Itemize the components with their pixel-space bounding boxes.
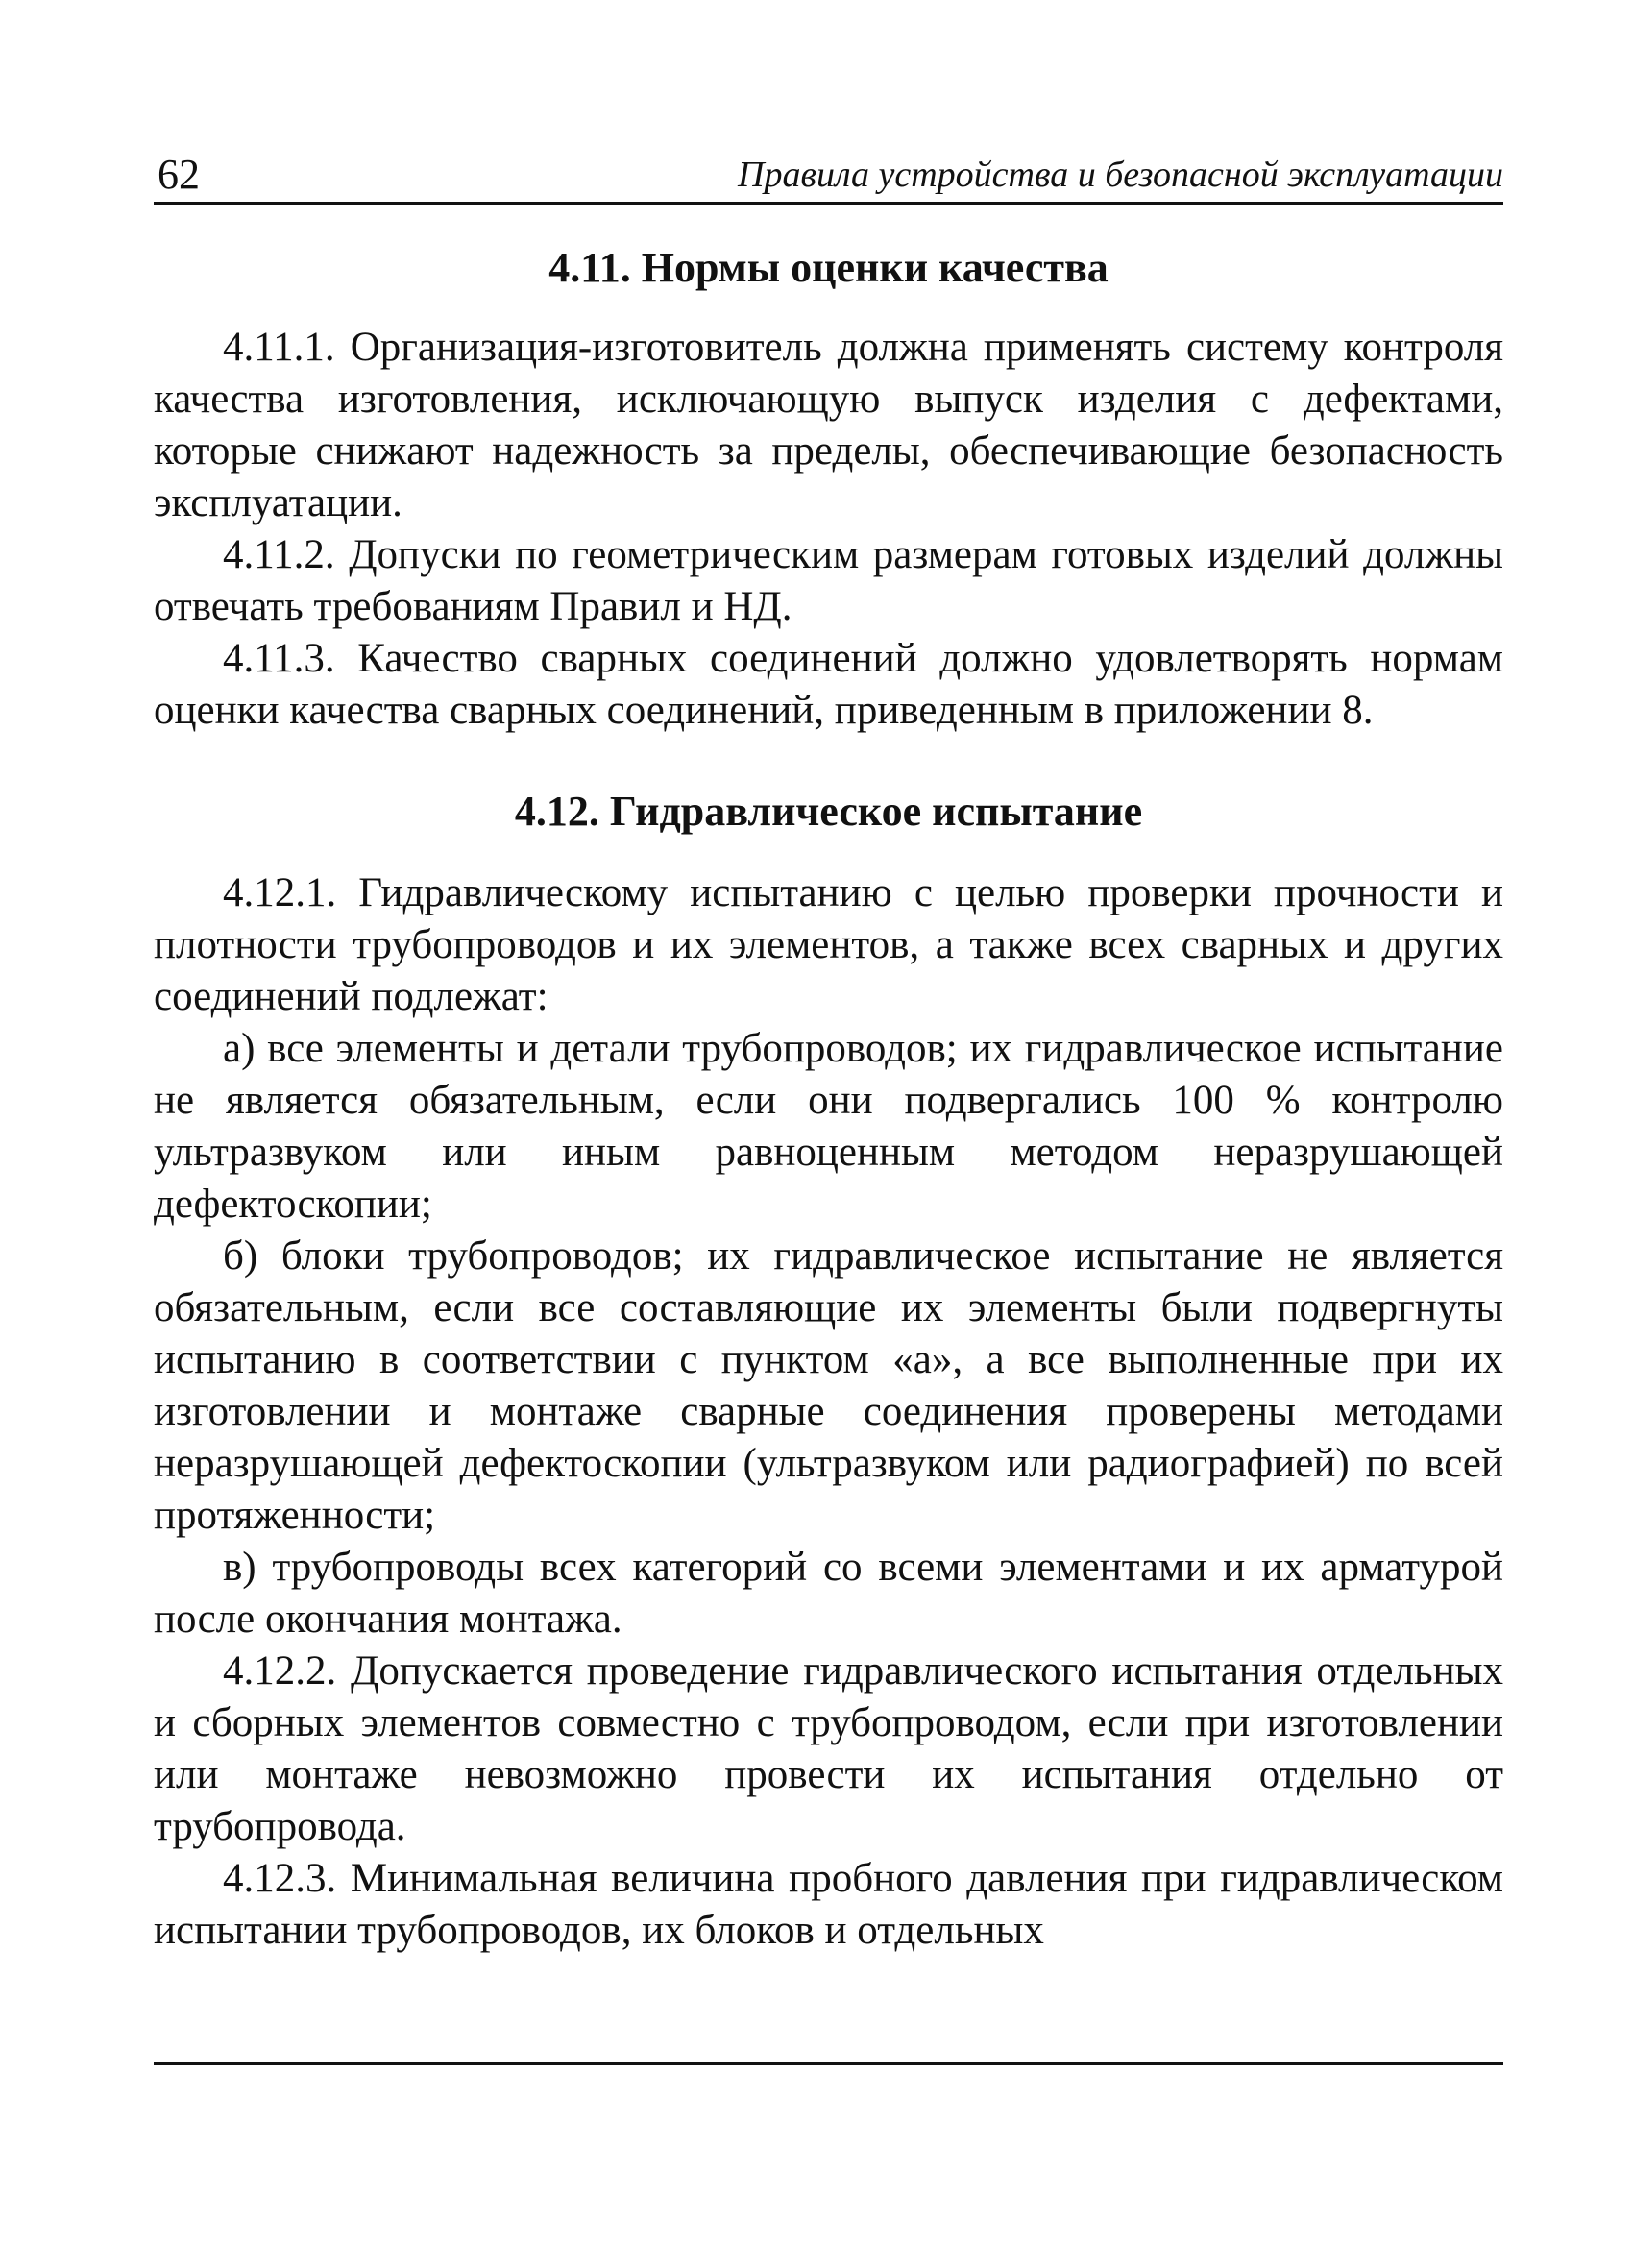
paragraph-4-12-1: 4.12.1. Гидравлическому испытанию с целью проверки прочности и плотности трубопроводов и их элементов, а также всех сварных и других соединений подлежат: — [154, 870, 1503, 1019]
paragraph-4-11-1: 4.11.1. Организация-изготовитель должна применять систему контроля качества изготовления, исключающую выпуск изделия с дефектами, которые снижают надежность за пределы, обеспечивающие безопасность эксплуатации. — [154, 325, 1503, 525]
running-title: Правила устройства и безопасной эксплуатации — [738, 155, 1503, 195]
section-heading-4-12: 4.12. Гидравлическое испытание — [514, 788, 1143, 835]
paragraph-4-11-2: 4.11.2. Допуски по геометрическим размерам готовых изделий должны отвечать требованиям Правил и НД. — [154, 532, 1503, 629]
page-number: 62 — [158, 151, 200, 198]
bottom-rule — [154, 2062, 1503, 2065]
paragraph-4-12-3: 4.12.3. Минимальная величина пробного давления при гидравлическом испытании трубопроводов, их блоков и отдельных — [154, 1856, 1503, 1953]
document-page — [154, 144, 1503, 1957]
list-item-a: а) все элементы и детали трубопроводов; их гидравлическое испытание не является обязательным, если они подвергались 100 % контролю ультразвуком или иным равноценным методом неразрушающей дефектоскопии; — [154, 1026, 1503, 1227]
paragraph-4-11-3: 4.11.3. Качество сварных соединений должно удовлетворять нормам оценки качества сварных соединений, приведенным в приложении 8. — [154, 636, 1503, 733]
list-item-b: б) блоки трубопроводов; их гидравлическое испытание не является обязательным, если все составляющие их элементы были подвергнуты испытанию в соответствии с пунктом «а», а все выполненные при их изготовлении и монтаже сварные соединения проверены методами неразрушающей дефектоскопии (ультразвуком или радиографией) по всей протяженности; — [154, 1233, 1503, 1538]
list-item-v: в) трубопроводы всех категорий со всеми элементами и их арматурой после окончания монтажа. — [154, 1545, 1503, 1642]
running-header — [154, 144, 1503, 205]
section-heading-4-11: 4.11. Нормы оценки качества — [548, 244, 1109, 291]
paragraph-4-12-2: 4.12.2. Допускается проведение гидравлического испытания отдельных и сборных элементов совместно с трубопроводом, если при изготовлении или монтаже невозможно провести их испытания отдельно от трубопровода. — [154, 1648, 1503, 1849]
